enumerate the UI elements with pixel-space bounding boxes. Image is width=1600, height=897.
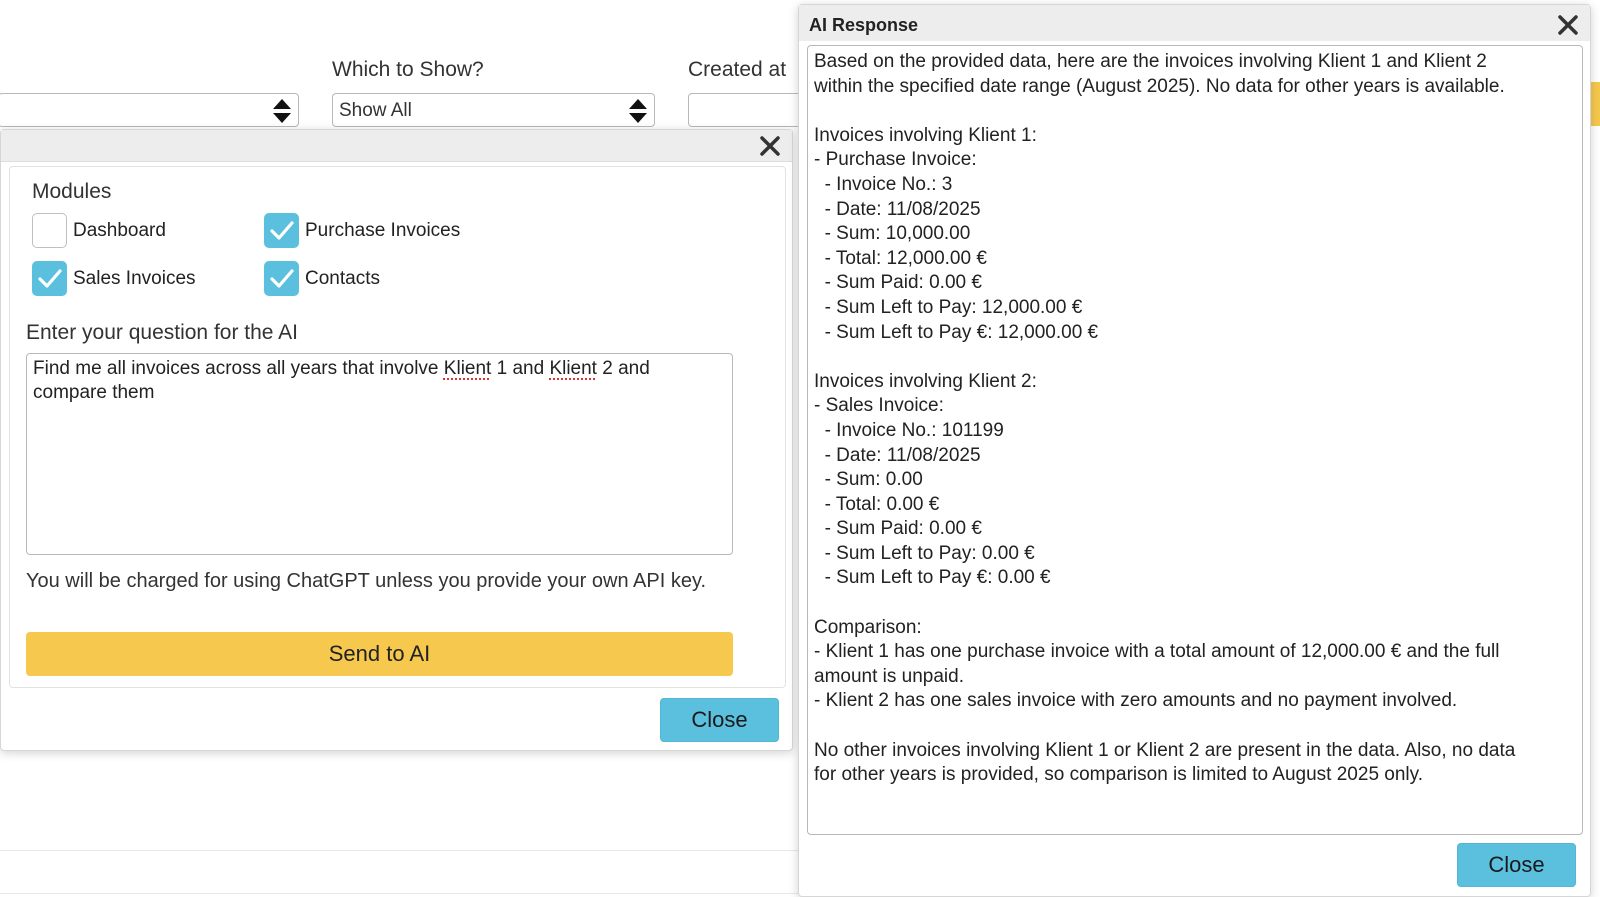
checkbox-checked[interactable]: [264, 261, 299, 296]
dialog-title: AI Response: [809, 15, 919, 35]
dialog-titlebar: [1, 130, 792, 162]
question-text: Find me all invoices across all years that involve: [33, 358, 444, 379]
which-to-show-label: Which to Show?: [332, 58, 484, 81]
charge-note: You will be charged for using ChatGPT unless you provide your own API key.: [26, 570, 707, 592]
module-label: Dashboard: [73, 219, 166, 241]
checkmark-icon: [37, 268, 63, 290]
question-text: 2 and compare them: [33, 358, 650, 403]
which-to-show-value: Show All: [339, 100, 412, 121]
module-purchase-invoices[interactable]: [264, 213, 460, 248]
close-button[interactable]: Close: [660, 698, 779, 742]
divider: [0, 893, 800, 894]
filter-select-left[interactable]: [0, 93, 299, 127]
created-at-label: Created at: [688, 58, 787, 81]
question-text: 1 and: [491, 358, 550, 379]
ai-question-dialog: [0, 129, 793, 751]
dialog-titlebar: [799, 5, 1590, 41]
sort-arrows-icon: [628, 98, 648, 124]
question-label: Enter your question for the AI: [26, 321, 298, 344]
misspelled-word: Klient: [443, 358, 492, 379]
ai-response-text: Based on the provided data, here are the invoices involving Klient 1 and Klient 2 within the specified date range (August 2025). No data for other years is available. Invoices involving Klient 1: - Purchase Invoice: - Invoice No.: 3 - Date: 11/08/2025 - Sum: 10,000.00 - Total: 12,000.00 € - Sum Paid: 0.00 € - Sum Left to Pay: 12,000.00 € - Sum Left to Pay €: 12,000.00 € Invoices involving Klient 2: - Sales Invoice: - Invoice No.: 101199 - Date: 11/08/2025 - Sum: 0.00 - Total: 0.00 € - Sum Paid: 0.00 € - Sum Left to Pay: 0.00 € - Sum Left to Pay €: 0.00 € Comparison: - Klient 1 has one purchase invoice with a total amount of 12,000.00 € and the full amount is unpaid. - Klient 2 has one sales invoice with zero amounts and no payment involved. No other invoices involving Klient 1 or Klient 2 are present in the data. Also, no data for other years is provided, so comparison is limited to August 2025 only.: [807, 45, 1583, 835]
module-label: Sales Invoices: [73, 267, 196, 289]
close-icon[interactable]: [1557, 14, 1579, 36]
module-dashboard[interactable]: [32, 213, 166, 248]
question-textarea[interactable]: [26, 353, 733, 555]
divider: [0, 850, 800, 851]
which-to-show-select[interactable]: [332, 93, 655, 127]
sort-arrows-icon: [272, 98, 292, 124]
module-label: Contacts: [305, 267, 380, 289]
modules-title: Modules: [32, 180, 112, 203]
close-icon[interactable]: [759, 135, 781, 157]
checkmark-icon: [269, 268, 295, 290]
checkmark-icon: [269, 220, 295, 242]
module-label: Purchase Invoices: [305, 219, 461, 241]
created-at-input[interactable]: [688, 93, 808, 127]
send-to-ai-button[interactable]: Send to AI: [26, 632, 733, 676]
checkbox-checked[interactable]: [264, 213, 299, 248]
close-button[interactable]: Close: [1457, 843, 1576, 887]
misspelled-word: Klient: [549, 358, 597, 379]
module-contacts[interactable]: [264, 261, 380, 296]
checkbox-unchecked[interactable]: [32, 213, 67, 248]
dialog-content-panel: [9, 166, 786, 688]
checkbox-checked[interactable]: [32, 261, 67, 296]
module-sales-invoices[interactable]: [32, 261, 196, 296]
ai-response-dialog: [798, 4, 1591, 897]
